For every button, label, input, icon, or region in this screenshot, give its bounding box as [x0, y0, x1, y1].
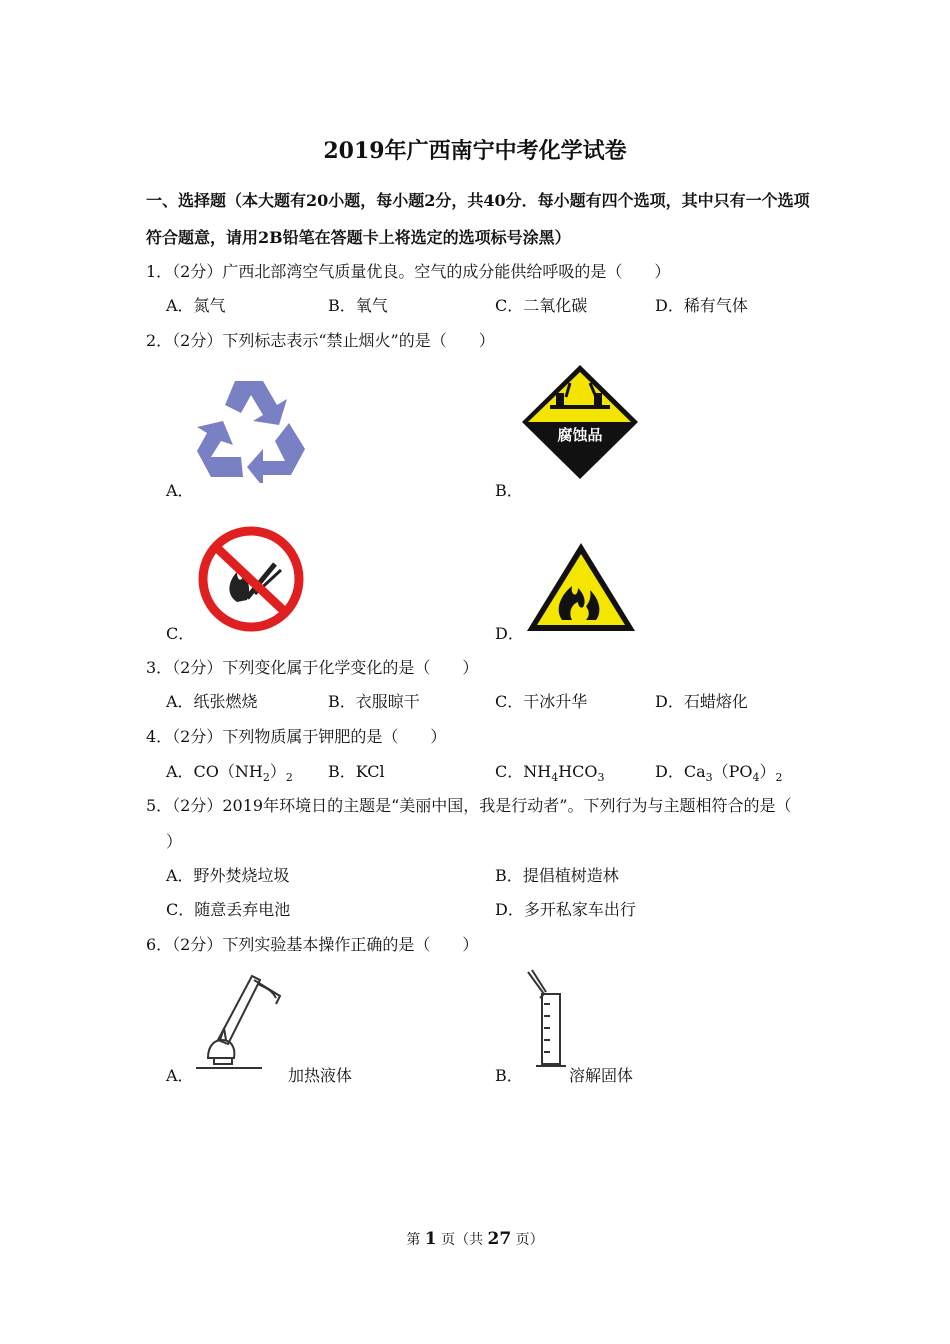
- q1-stem: 1．（2分）广西北部湾空气质量优良。空气的成分能供给呼吸的是（ ）: [146, 262, 671, 281]
- q4-stem: 4．（2分）下列物质属于钾肥的是（ ）: [146, 727, 447, 746]
- q2-stem: 2．（2分）下列标志表示“禁止烟火”的是（ ）: [146, 331, 495, 350]
- q5-option-d: D．多开私家车出行: [495, 900, 636, 919]
- q6-option-b-text: 溶解固体: [569, 1066, 634, 1085]
- heating-liquid-illustration: [194, 968, 286, 1072]
- q3-option-d: D．石蜡熔化: [655, 692, 748, 711]
- section-heading-line1: 一、选择题（本大题有20小题，每小题2分，共40分．每小题有四个选项，其中只有一个选项: [146, 191, 810, 210]
- q3-option-a: A．纸张燃烧: [166, 692, 258, 711]
- no-fire-sign-icon: [195, 524, 307, 634]
- q6-stem: 6．（2分）下列实验基本操作正确的是（ ）: [146, 935, 479, 954]
- q2-label-d: D．: [495, 624, 524, 643]
- q5-option-c: C．随意丢弃电池: [166, 900, 291, 919]
- q1-option-b: B．氧气: [328, 296, 388, 315]
- q1-option-a: A．氮气: [166, 296, 226, 315]
- q2-label-b: B．: [495, 481, 523, 500]
- q5-option-b: B．提倡植树造林: [495, 866, 619, 885]
- q1-option-c: C．二氧化碳: [495, 296, 588, 315]
- section-heading-line2: 符合题意，请用2B铅笔在答题卡上将选定的选项标号涂黑）: [146, 228, 571, 247]
- q4-option-b: B．KCl: [328, 762, 385, 781]
- corrosive-sign-icon: [520, 363, 640, 481]
- q6-label-a: A．: [166, 1066, 194, 1085]
- q2-label-a: A．: [166, 481, 194, 500]
- q5-stem-line1: 5．（2分）2019年环境日的主题是“美丽中国，我是行动者”。下列行为与主题相符合的是（: [146, 796, 792, 815]
- q4-option-a: A．$CO(NH_2)_2$: [166, 762, 293, 785]
- q4-option-d: D．$Ca_3(PO_4)_2$: [655, 762, 783, 785]
- total-page-count: 27: [487, 1229, 512, 1249]
- page-footer: 第 1 页（共 27 页）: [406, 1229, 544, 1249]
- recycle-icon: [193, 375, 311, 483]
- q1-option-d: D．稀有气体: [655, 296, 748, 315]
- q3-option-b: B．衣服晾干: [328, 692, 420, 711]
- dissolving-solid-illustration: [524, 968, 568, 1072]
- q3-stem: 3．（2分）下列变化属于化学变化的是（ ）: [146, 658, 479, 677]
- current-page-number: 1: [424, 1229, 437, 1249]
- flammable-warning-icon: [524, 540, 638, 634]
- q5-stem-line2: ）: [166, 832, 183, 851]
- corrosive-sign-text: 腐蚀品: [557, 426, 603, 444]
- page-title: 2019年广西南宁中考化学试卷: [323, 138, 627, 164]
- q6-label-b: B．: [495, 1066, 523, 1085]
- q2-label-c: C．: [166, 624, 195, 643]
- q4-option-c: C．$NH_4HCO_3$: [495, 762, 605, 785]
- q3-option-c: C．干冰升华: [495, 692, 588, 711]
- q5-option-a: A．野外焚烧垃圾: [166, 866, 290, 885]
- q6-option-a-text: 加热液体: [288, 1066, 353, 1085]
